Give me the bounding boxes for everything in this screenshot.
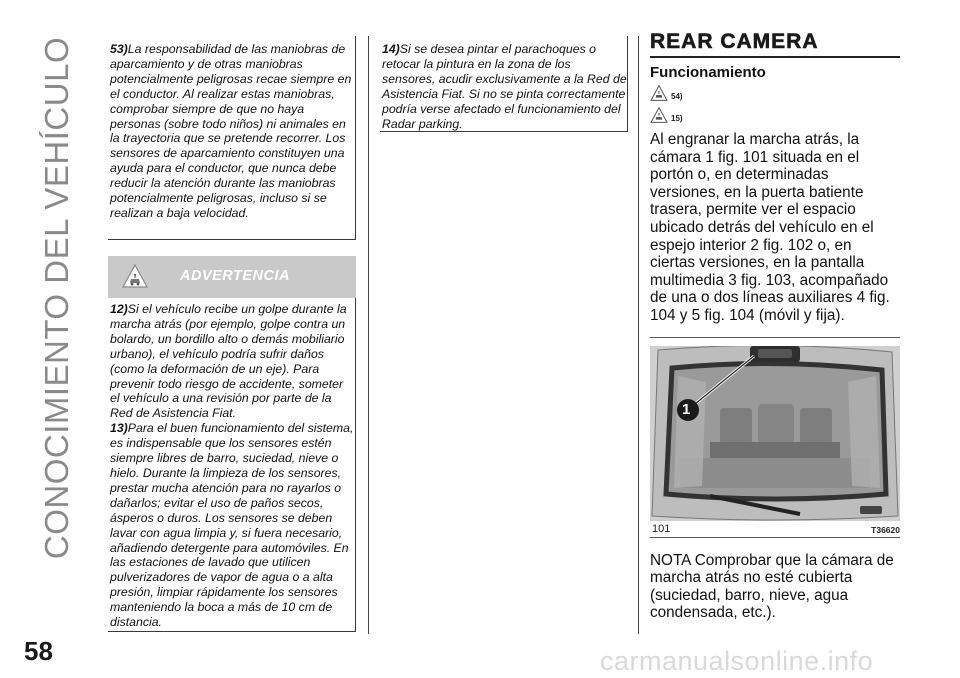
note-13 xyxy=(110,421,355,630)
warning-title: ADVERTENCIA xyxy=(180,268,290,284)
page-number: 58 xyxy=(24,636,53,666)
note-53 xyxy=(110,42,355,221)
figure-number: 101 xyxy=(652,522,671,535)
note-box-14 xyxy=(380,36,628,132)
figure-caption xyxy=(650,523,900,535)
subheading: Funcionamiento xyxy=(650,64,766,81)
note-text: Si se desea pintar el parachoques o retocar la pintura en la zona de los sensores, acudir exclusivamente a la Red de Asistencia Fiat. Si no se pinta correctamente podría verse afectado el funcionamiento del Radar parking. xyxy=(382,42,627,131)
rear-camera-figure xyxy=(650,346,900,521)
figure-code: T36620 xyxy=(871,524,900,535)
note-text: Si el vehículo recibe un golpe durante la marcha atrás (por ejemplo, golpe contra un bolardo, un bordillo alto o demás mobiliario urbano), el vehículo podría sufrir daños (como la deformación de un eje). Para prevenir todo riesgo de accidente, someter el vehículo a una revisión por parte de la Red de Asistencia Fiat. xyxy=(110,302,347,421)
figure-rule xyxy=(650,337,900,338)
figure-callout-1: 1 xyxy=(682,400,691,418)
warning-ref-label: 15) xyxy=(671,113,683,123)
van-rear-window-illustration xyxy=(650,346,900,521)
warning-ref-15 xyxy=(650,105,900,125)
rear-camera-section xyxy=(650,30,900,622)
figure-rule xyxy=(650,537,900,538)
note-ref: 53) xyxy=(110,42,128,56)
section-title: REAR CAMERA xyxy=(650,30,819,53)
warning-car-icon xyxy=(650,107,668,123)
note-12 xyxy=(110,302,355,421)
warning-ref-54 xyxy=(650,83,900,103)
column-divider xyxy=(638,36,639,634)
warning-car-icon xyxy=(122,264,148,288)
warning-ref-label: 54) xyxy=(671,91,683,101)
nota-text: NOTA Comprobar que la cámara de marcha atrás no esté cubierta (suciedad, barro, nieve, agua condensada, etc.). xyxy=(650,551,894,622)
warning-header xyxy=(108,256,356,298)
side-section-title: CONOCIMIENTO DEL VEHÍCULO xyxy=(38,36,75,560)
body-text: Al engranar la marcha atrás, la cámara 1 fig. 101 situada en el portón o, en determinadas versiones, en la puerta batiente trasera, permite ver el espacio ubicado detrás del vehículo en el espejo interior 2 fig. 102 o, en ciertas versiones, en la pantalla multimedia 3 fig. 103, acompañado de una o dos líneas auxiliares 4 fig. 104 y 5 fig. 104 (móvil y fija). xyxy=(650,131,890,324)
warning-car-icon xyxy=(650,85,668,101)
note-text: Para el buen funcionamiento del sistema, es indispensable que los sensores estén siempre libres de barro, suciedad, nieve o hielo. Durante la limpieza de los sensores, prestar mucha atención para no rayarlos o dañarlos; evitar el uso de paños secos, ásperos o duros. Los sensores se deben lavar con agua limpia y, si fuera necesario, añadiendo detergente para automóviles. En las estaciones de lavado que utilicen pulverizadores de vapor de agua o a alta presión, limpiar rápidamente los sensores manteniendo la boca a más de 10 cm de distancia. xyxy=(110,421,354,630)
section-rule xyxy=(650,56,900,58)
warning-box xyxy=(108,298,356,632)
note-ref: 13) xyxy=(110,421,128,436)
note-ref: 14) xyxy=(382,42,400,56)
note-text: La responsabilidad de las maniobras de aparcamiento y de otras maniobras potencialmente peligrosas recae siempre en el conductor. Al realizar estas maniobras, comprobar siempre de que no haya personas (sobre todo niños) ni animales en la trayectoria que se pretende recorrer. Los sensores de aparcamiento constituyen una ayuda para el conductor, que nunca debe reducir la atención durante las maniobras potencialmente peligrosas, incluso si se realizan a baja velocidad. xyxy=(110,42,352,220)
note-box-53 xyxy=(108,36,356,240)
column-divider xyxy=(368,36,369,634)
watermark: carmanualsonline.info xyxy=(600,646,874,676)
note-ref: 12) xyxy=(110,302,128,316)
note-14 xyxy=(382,42,627,131)
